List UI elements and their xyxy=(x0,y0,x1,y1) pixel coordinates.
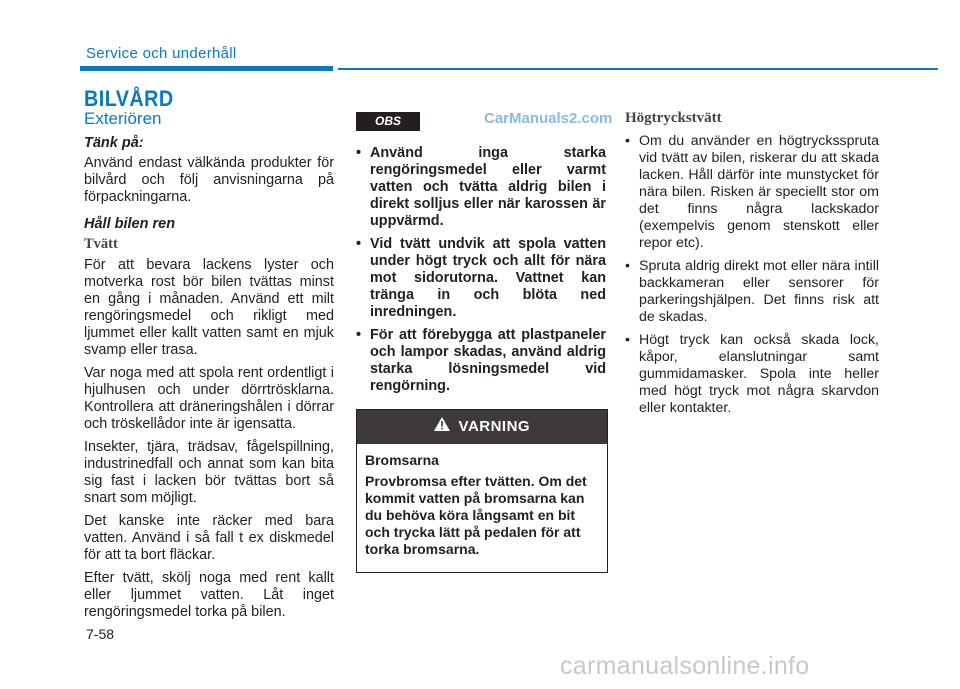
header-rule-thin xyxy=(338,68,938,70)
site-watermark: carmanualsonline.info xyxy=(560,652,810,680)
watermark-logo: CarManuals2.com xyxy=(484,110,613,127)
list-item: • Om du använder en högtrycksspruta vid tvätt av bilen, riskerar du att skada lacken. Håll därför inte munstycket för nära bilen. Risken är speciellt stor om det finns några lackskador (exempelvis genom stenskott eller repor etc). xyxy=(625,133,879,252)
hogtryck-list xyxy=(625,133,879,417)
warning-title: VARNING xyxy=(458,418,531,435)
page-number: 7-58 xyxy=(86,626,115,642)
warning-body xyxy=(357,444,607,572)
column-left xyxy=(84,110,334,627)
obs-label: OBS xyxy=(356,112,420,131)
warning-header xyxy=(357,410,607,444)
paragraph: Insekter, tjära, trädsav, fågelspillning, industrinedfall och annat som kan bita sig fast i lacken bör tvättas bort så snart som möjligt. xyxy=(84,439,334,506)
paragraph: Använd endast välkända produkter för bilvård och följ anvisningarna på förpackningarna. xyxy=(84,155,334,205)
paragraph: Efter tvätt, skölj noga med rent kallt eller ljummet vatten. Låt inget rengöringsmedel torka på bilen. xyxy=(84,570,334,620)
section-title: Service och underhåll xyxy=(86,45,237,62)
warning-triangle-icon xyxy=(434,410,450,444)
obs-list xyxy=(356,145,606,395)
list-item: • Spruta aldrig direkt mot eller nära intill backkameran eller sensorer för parkeringshjälpen. Det finns risk att de skadas. xyxy=(625,258,879,326)
chapter-title: BILVÅRD xyxy=(84,86,174,111)
subheading-tank-pa: Tänk på: xyxy=(84,135,144,151)
paragraph: Det kanske inte räcker med bara vatten. Använd i så fall t ex diskmedel för att ta bort fläckar. xyxy=(84,513,334,563)
warning-subtitle: Bromsarna xyxy=(365,452,439,468)
list-item: • Använd inga starka rengöringsmedel eller varmt vatten och tvätta aldrig bilen i direkt solljus eller när karossen är uppvärmd. xyxy=(356,145,606,230)
subheading-hogtryckstvatt: Högtryckstvätt xyxy=(625,110,722,126)
paragraph: Var noga med att spola rent ordentligt i hjulhusen och under dörrtrösklarna. Kontrollera att dräneringshålen i dörrar och tröskellådor inte är igensatta. xyxy=(84,365,334,432)
list-item: • Högt tryck kan också skada lock, kåpor, elanslutningar samt gummidamasker. Spola inte heller med högt tryck mot några skarvdon eller kontakter. xyxy=(625,332,879,417)
warning-text: Provbromsa efter tvätten. Om det kommit vatten på bromsarna kan du behöva köra långsamt en bit och trycka lätt på pedalen för att torka bromsarna. xyxy=(365,473,587,557)
paragraph: För att bevara lackens lyster och motverka rost bör bilen tvättas minst en gång i månaden. Använd ett milt rengöringsmedel och rikligt med ljummet eller kallt vatten samt en mjuk svamp eller trasa. xyxy=(84,257,334,358)
subheading-tvatt: Tvätt xyxy=(84,236,118,252)
column-right xyxy=(625,110,879,423)
header-rule-thick xyxy=(80,66,333,71)
warning-box xyxy=(356,409,608,573)
list-item: • Vid tvätt undvik att spola vatten under högt tryck och allt för nära mot sidorutorna. Vattnet kan tränga in och blöta ned inredningen. xyxy=(356,236,606,321)
list-item: • För att förebygga att plastpaneler och lampor skadas, använd aldrig starka lösningsmedel vid rengörning. xyxy=(356,327,606,395)
column-middle xyxy=(356,110,606,573)
section-heading: Exteriören xyxy=(84,109,162,128)
subheading-hall-bilen-ren: Håll bilen ren xyxy=(84,216,176,232)
